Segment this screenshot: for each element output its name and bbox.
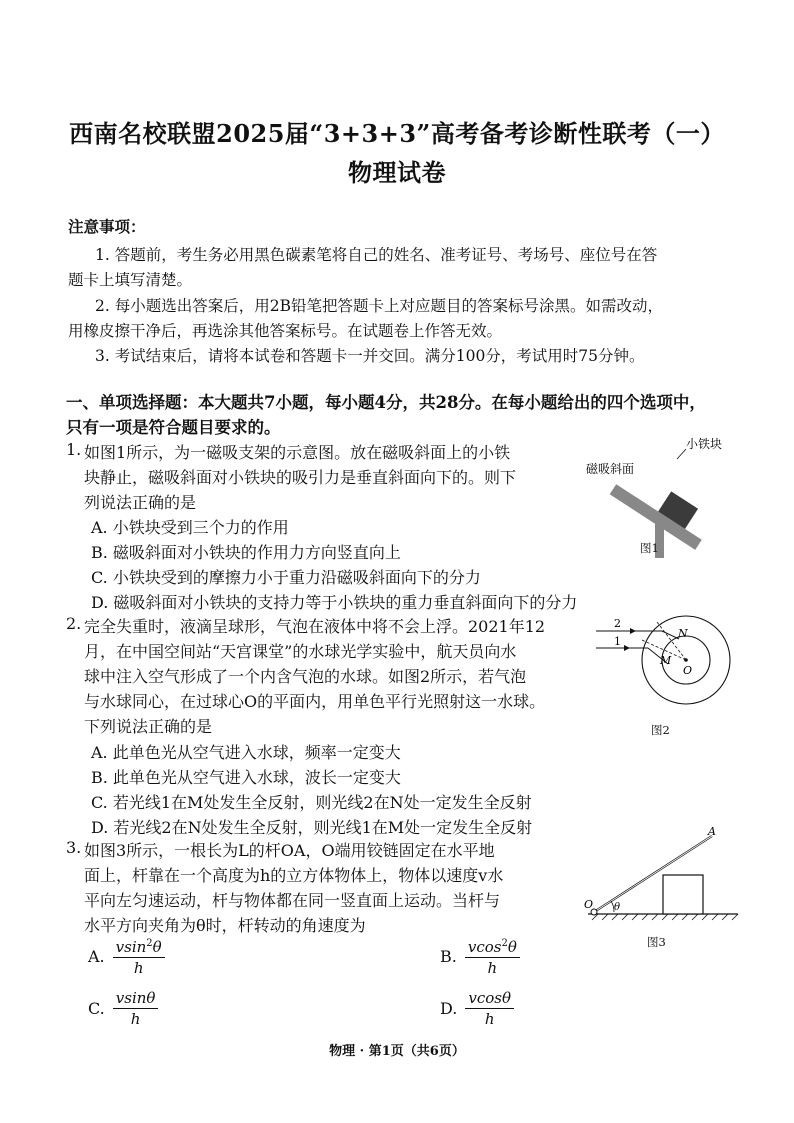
q3-option-c-fraction: $\frac{vsin\theta}{h}$ — [113, 988, 159, 1029]
figure-1-caption: 图1 — [640, 541, 659, 555]
q1-stem-line-3: 列说法正确的是 — [84, 493, 197, 512]
q2-stem-line-2: 月，在中国空间站“天宫课堂”的水球光学实验中，航天员向水 — [84, 642, 517, 661]
point-o-label: O — [683, 664, 693, 677]
q2-stem-line-4: 与水球同心，在过球心O的平面内，用单色平行光照射这一水球。 — [84, 692, 546, 711]
q2-option-c: C. 若光线1在M处发生全反射，则光线2在N处一定发生全反射 — [91, 793, 532, 812]
q3-stem-line-4: 水平方向夹角为θ时，杆转动的角速度为 — [84, 916, 366, 935]
q3-option-b-label: B. — [440, 946, 457, 966]
point-n-label: N — [678, 627, 688, 640]
notice-item-1-line-1: 1. 答题前，考生务必用黑色碳素笔将自己的姓名、准考证号、考场号、座位号在答 — [95, 246, 658, 264]
q3-option-b-fraction: $\frac{vcos^2\theta}{h}$ — [465, 934, 520, 978]
q3-number: 3. — [66, 838, 82, 857]
notice-item-2-line-2: 用橡皮擦干净后，再选涂其他答案标号。在试题卷上作答无效。 — [68, 322, 503, 340]
q3-option-b — [440, 934, 520, 978]
figure-3-caption: 图3 — [647, 935, 666, 949]
q1-option-b: B. 磁吸斜面对小铁块的作用力方向竖直向上 — [91, 543, 401, 562]
q1-option-a: A. 小铁块受到三个力的作用 — [91, 518, 289, 537]
q3-option-a-fraction: $\frac{vsin^2\theta}{h}$ — [113, 934, 165, 978]
section-1-heading-line-1: 一、单项选择题：本大题共7小题，每小题4分，共28分。在每小题给出的四个选项中， — [66, 393, 706, 412]
q2-option-d: D. 若光线2在N处发生全反射，则光线1在M处一定发生全反射 — [91, 818, 533, 837]
point-a-label: A — [708, 826, 716, 838]
q1-stem-line-1: 如图1所示，为一磁吸支架的示意图。放在磁吸斜面上的小铁 — [84, 443, 511, 462]
q1-stem-line-2: 块静止，磁吸斜面对小铁块的吸引力是垂直斜面向下的。则下 — [84, 468, 517, 487]
figure-3-rod-and-block — [580, 826, 740, 926]
point-o-label: O — [584, 898, 594, 911]
notice-item-3: 3. 考试结束后，请将本试卷和答题卡一并交回。满分100分，考试用时75分钟。 — [95, 347, 645, 365]
q2-stem-line-3: 球中注入空气形成了一个内含气泡的水球。如图2所示，若气泡 — [84, 667, 527, 686]
q3-stem-line-1: 如图3所示，一根长为L的杆OA，O端用铰链固定在水平地 — [84, 841, 495, 860]
notice-item-1-line-2: 题卡上填写清楚。 — [68, 271, 193, 289]
figure-1-slope-label: 磁吸斜面 — [586, 462, 635, 476]
page-footer: 物理 · 第1页（共6页） — [329, 1044, 465, 1059]
q1-number: 1. — [66, 440, 82, 459]
notice-heading: 注意事项： — [68, 217, 146, 236]
q1-option-c: C. 小铁块受到的摩擦力小于重力沿磁吸斜面向下的分力 — [91, 568, 481, 587]
point-m-label: M — [660, 654, 672, 667]
q3-option-d-fraction: $\frac{vcos\theta}{h}$ — [465, 988, 514, 1029]
q2-option-b: B. 此单色光从空气进入水球，波长一定变大 — [91, 768, 401, 787]
q3-stem-line-3: 平向左匀速运动，杆与物体都在同一竖直面上运动。当杆与 — [84, 891, 501, 910]
q3-option-d-label: D. — [440, 999, 458, 1018]
notice-item-2-line-1: 2. 每小题选出答案后，用2B铅笔把答题卡上对应题目的答案标号涂黑。如需改动， — [95, 297, 663, 315]
q1-option-d: D. 磁吸斜面对小铁块的支持力等于小铁块的重力垂直斜面向下的分力 — [91, 593, 578, 612]
ground-hatching — [592, 914, 738, 920]
q3-option-c — [88, 988, 158, 1029]
q2-number: 2. — [66, 614, 82, 633]
cube-block — [663, 875, 703, 914]
angle-theta-label: θ — [614, 902, 621, 913]
exam-subtitle: 物理试卷 — [348, 158, 446, 187]
q3-option-c-label: C. — [88, 999, 105, 1018]
figure-1-block-label: 小铁块 — [686, 437, 723, 451]
figure-2-caption: 图2 — [651, 723, 670, 737]
q3-option-a — [88, 934, 165, 978]
ray-1-label: 1 — [614, 635, 621, 648]
q3-option-a-label: A. — [88, 946, 105, 966]
q2-option-a: A. 此单色光从空气进入水球，频率一定变大 — [91, 743, 401, 762]
q3-option-d — [440, 988, 514, 1029]
section-1-heading-line-2: 只有一项是符合题目要求的。 — [66, 418, 281, 437]
ray-2-label: 2 — [614, 617, 621, 630]
q3-stem-line-2: 面上，杆靠在一个高度为h的立方体物体上，物体以速度v水 — [84, 866, 504, 885]
figure-2-water-ball — [590, 608, 740, 723]
exam-title: 西南名校联盟2025届“3+3+3”高考备考诊断性联考（一） — [69, 119, 725, 148]
q2-stem-line-1: 完全失重时，液滴呈球形，气泡在液体中将不会上浮。2021年12 — [84, 617, 546, 636]
q2-stem-line-5: 下列说法正确的是 — [84, 717, 213, 736]
